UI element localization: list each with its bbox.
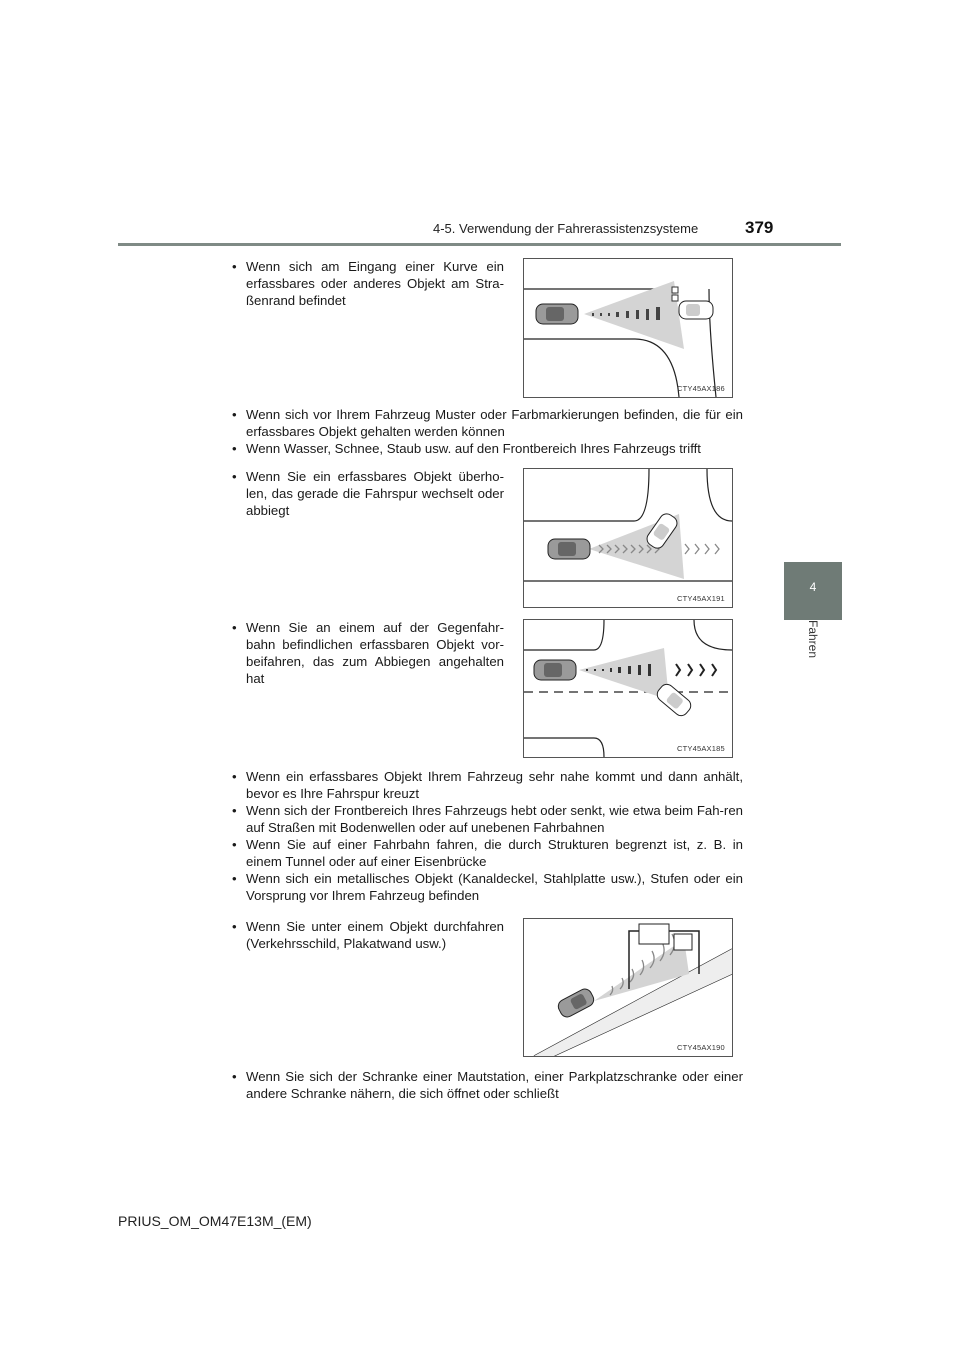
chapter-number: 4 — [809, 580, 817, 594]
figure-code: CTY45AX186 — [677, 384, 725, 393]
figure-lane-change — [523, 468, 733, 608]
overhead-sign-illustration — [524, 919, 732, 1056]
chapter-tab — [784, 562, 842, 620]
curve-illustration — [524, 259, 732, 397]
list-item-text: Wenn sich der Frontbereich Ihres Fahrzeugs hebt oder senkt, wie etwa beim Fah-ren auf Straßen mit Bodenwellen oder auf unebenen Fahrbahnen — [246, 803, 743, 835]
chapter-label — [784, 620, 842, 680]
list-item-text: Wenn ein erfassbares Objekt Ihrem Fahrzeug sehr nahe kommt und dann anhält, bevor es Ihre Fahrspur kreuzt — [246, 769, 743, 801]
list-item-text: Wenn sich am Eingang einer Kurve ein erfassbares oder anderes Objekt am Stra-ßenrand befindet — [246, 259, 504, 308]
bullet: • — [232, 441, 237, 456]
list-item — [232, 836, 743, 870]
oncoming-turn-illustration — [524, 620, 732, 757]
list-item-text: Wenn Sie sich der Schranke einer Mautstation, einer Parkplatzschranke oder einer andere Schranke nähern, die sich öffnet oder schließt — [246, 1069, 743, 1101]
figure-overhead-sign — [523, 918, 733, 1057]
chapter-label-text: Fahren — [806, 620, 820, 659]
list-item — [232, 870, 743, 904]
list-item — [232, 619, 504, 687]
list-item-text: Wenn Sie unter einem Objekt durchfahren (Verkehrsschild, Plakatwand usw.) — [246, 919, 504, 951]
page-number: 379 — [745, 218, 774, 237]
header-rule — [118, 243, 841, 246]
list-item — [232, 1068, 743, 1102]
figure-code: CTY45AX190 — [677, 1043, 725, 1052]
bullet: • — [232, 1069, 237, 1084]
list-item — [232, 468, 504, 519]
bullet: • — [232, 803, 237, 818]
bullet: • — [232, 259, 237, 274]
list-item-text: Wenn Wasser, Schnee, Staub usw. auf den Frontbereich Ihres Fahrzeugs trifft — [246, 441, 701, 456]
bullet: • — [232, 407, 237, 422]
bullet: • — [232, 469, 237, 484]
bullet: • — [232, 769, 237, 784]
figure-code: CTY45AX185 — [677, 744, 725, 753]
figure-oncoming-turn — [523, 619, 733, 758]
document-id: PRIUS_OM_OM47E13M_(EM) — [118, 1213, 312, 1229]
list-item-text: Wenn Sie an einem auf der Gegenfahr-bahn befindlichen erfassbaren Objekt vor-beifahren, das zum Abbiegen angehalten hat — [246, 620, 504, 686]
list-item — [232, 440, 743, 457]
list-item — [232, 406, 743, 440]
bullet: • — [232, 871, 237, 886]
bullet: • — [232, 620, 237, 635]
list-item — [232, 768, 743, 802]
lane-change-illustration — [524, 469, 732, 607]
section-title: 4-5. Verwendung der Fahrerassistenzsysteme — [433, 221, 699, 236]
list-item — [232, 258, 504, 309]
figure-curve — [523, 258, 733, 398]
bullet: • — [232, 837, 237, 852]
bullet: • — [232, 919, 237, 934]
list — [232, 406, 743, 457]
list-item-text: Wenn sich vor Ihrem Fahrzeug Muster oder Farbmarkierungen befinden, die für ein erfassbares Objekt gehalten werden können — [246, 407, 743, 439]
list-item-text: Wenn sich ein metallisches Objekt (Kanaldeckel, Stahlplatte usw.), Stufen oder ein Vorsprung vor Ihrem Fahrzeug befinden — [246, 871, 743, 903]
list-item — [232, 802, 743, 836]
list — [232, 768, 743, 904]
figure-code: CTY45AX191 — [677, 594, 725, 603]
list-item-text: Wenn Sie ein erfassbares Objekt überho-len, das gerade die Fahrspur wechselt oder abbiegt — [246, 469, 504, 518]
list-item — [232, 918, 504, 952]
list-item-text: Wenn Sie auf einer Fahrbahn fahren, die durch Strukturen begrenzt ist, z. B. in einem Tunnel oder auf einer Eisenbrücke — [246, 837, 743, 869]
